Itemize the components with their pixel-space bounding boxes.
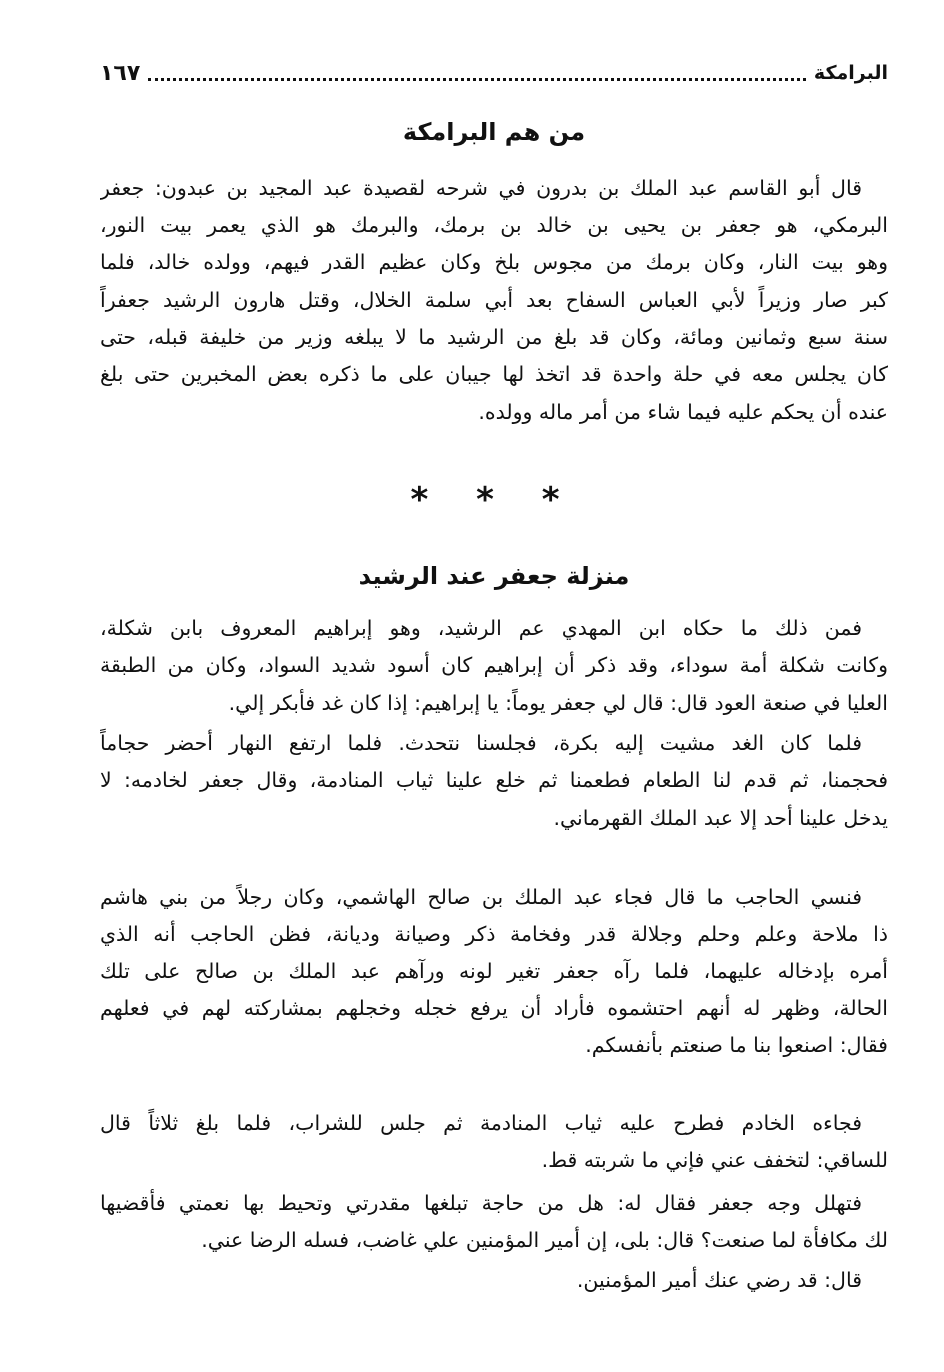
text-line: فنسي الحاجب ما قال فجاء عبد الملك بن صالح الهاشمي، وكان رجلاً من بني هاشم [100, 885, 862, 909]
section-separator: * * * [410, 480, 578, 520]
text-line: ذا ملاحة وعلم وحلم وجلالة قدر وفخامة ذكر وصيانة وديانة، فظن الحاجب أنه الذي [100, 922, 888, 946]
text-line: العليا في صنعة العود قال: قال لي جعفر يوماً: يا إبراهيم: إذا كان غد فأبكر إلي. [228, 691, 888, 715]
text-line: لك مكافأة لما صنعت؟ قال: بلى، إن أمير المؤمنين علي غاضب، فسله الرضا عني. [201, 1228, 888, 1252]
page-number: ١٦٧ [100, 60, 141, 86]
text-line: الحالة، وظهر له أنهم احتشموه فأراد أن يرفع خجله وخجلهم بمشاركته لهم في فعلهم [100, 996, 888, 1020]
text-line: البرمكي، هو جعفر بن يحيى بن خالد بن برمك، والبرمك هو الذي يعمر بيت النور، [100, 213, 888, 237]
text-line: فلما كان الغد مشيت إليه بكرة، فجلسنا نتحدث. فلما ارتفع النهار أحضر حجاماً [100, 731, 862, 755]
section-title-1: من هم البرامكة [402, 118, 586, 146]
text-line: أمره بإدخاله عليهما، فلما رآه جعفر تغير لونه ورآهم عبد الملك بن صالح على تلك [100, 959, 888, 983]
text-line: فقال: اصنعوا بنا ما صنعتم بأنفسكم. [585, 1033, 888, 1057]
text-line: عنده أن يحكم عليه فيما شاء من أمر ماله وولده. [478, 400, 888, 424]
text-line: يدخل علينا أحد إلا عبد الملك القهرماني. [553, 806, 888, 830]
text-line: وكانت شكلة أمة سوداء، وقد ذكر أن إبراهيم كان أسود شديد السواد، وكان من الطبقة [100, 653, 888, 677]
text-line: كان يجلس معه في حلة واحدة قد اتخذ لها جيبان على ما ذكره بعض المخبرين حتى بلغ [100, 362, 888, 386]
text-line: للساقي: لتخفف عني فإني ما شربته قط. [541, 1148, 888, 1172]
text-line: فحجمنا، ثم قدم لنا الطعام فطعمنا ثم خلع علينا ثياب المنادمة، وقال جعفر لخادمه: لا [100, 768, 888, 792]
text-line: فمن ذلك ما حكاه ابن المهدي عم الرشيد، وهو إبراهيم المعروف بابن شكلة، [100, 616, 862, 640]
text-line: وهو بيت النار، وكان برمك من مجوس بلخ وكان عظيم القدر فيهم، وولده خالد، فلما [100, 250, 888, 274]
text-line: كبر صار وزيراً لأبي العباس السفاح بعد أبي سلمة الخلال، وقتل هارون الرشيد جعفراً [100, 288, 888, 312]
text-line: قال أبو القاسم عبد الملك بن بدرون في شرحه لقصيدة عبد المجيد بن عبدون: جعفر [100, 176, 862, 200]
running-header [100, 58, 888, 88]
text-line: سنة سبع وثمانين ومائة، وكان قد بلغ من الرشيد ما لا يبلغه وزير من خليفة قبله، حتى [100, 325, 888, 349]
text-line: فجاءه الخادم فطرح عليه ثياب المنادمة ثم جلس للشراب، فلما بلغ ثلاثاً قال [100, 1111, 862, 1135]
header-title: البرامكة [813, 62, 888, 84]
text-line: قال: قد رضي عنك أمير المؤمنين. [576, 1268, 862, 1292]
section-title-2: منزلة جعفر عند الرشيد [358, 562, 630, 590]
text-line: فتهلل وجه جعفر فقال له: هل من حاجة تبلغها مقدرتي وتحيط بها نعمتي فأقضيها [100, 1191, 862, 1215]
header-leader-dots [148, 78, 806, 81]
